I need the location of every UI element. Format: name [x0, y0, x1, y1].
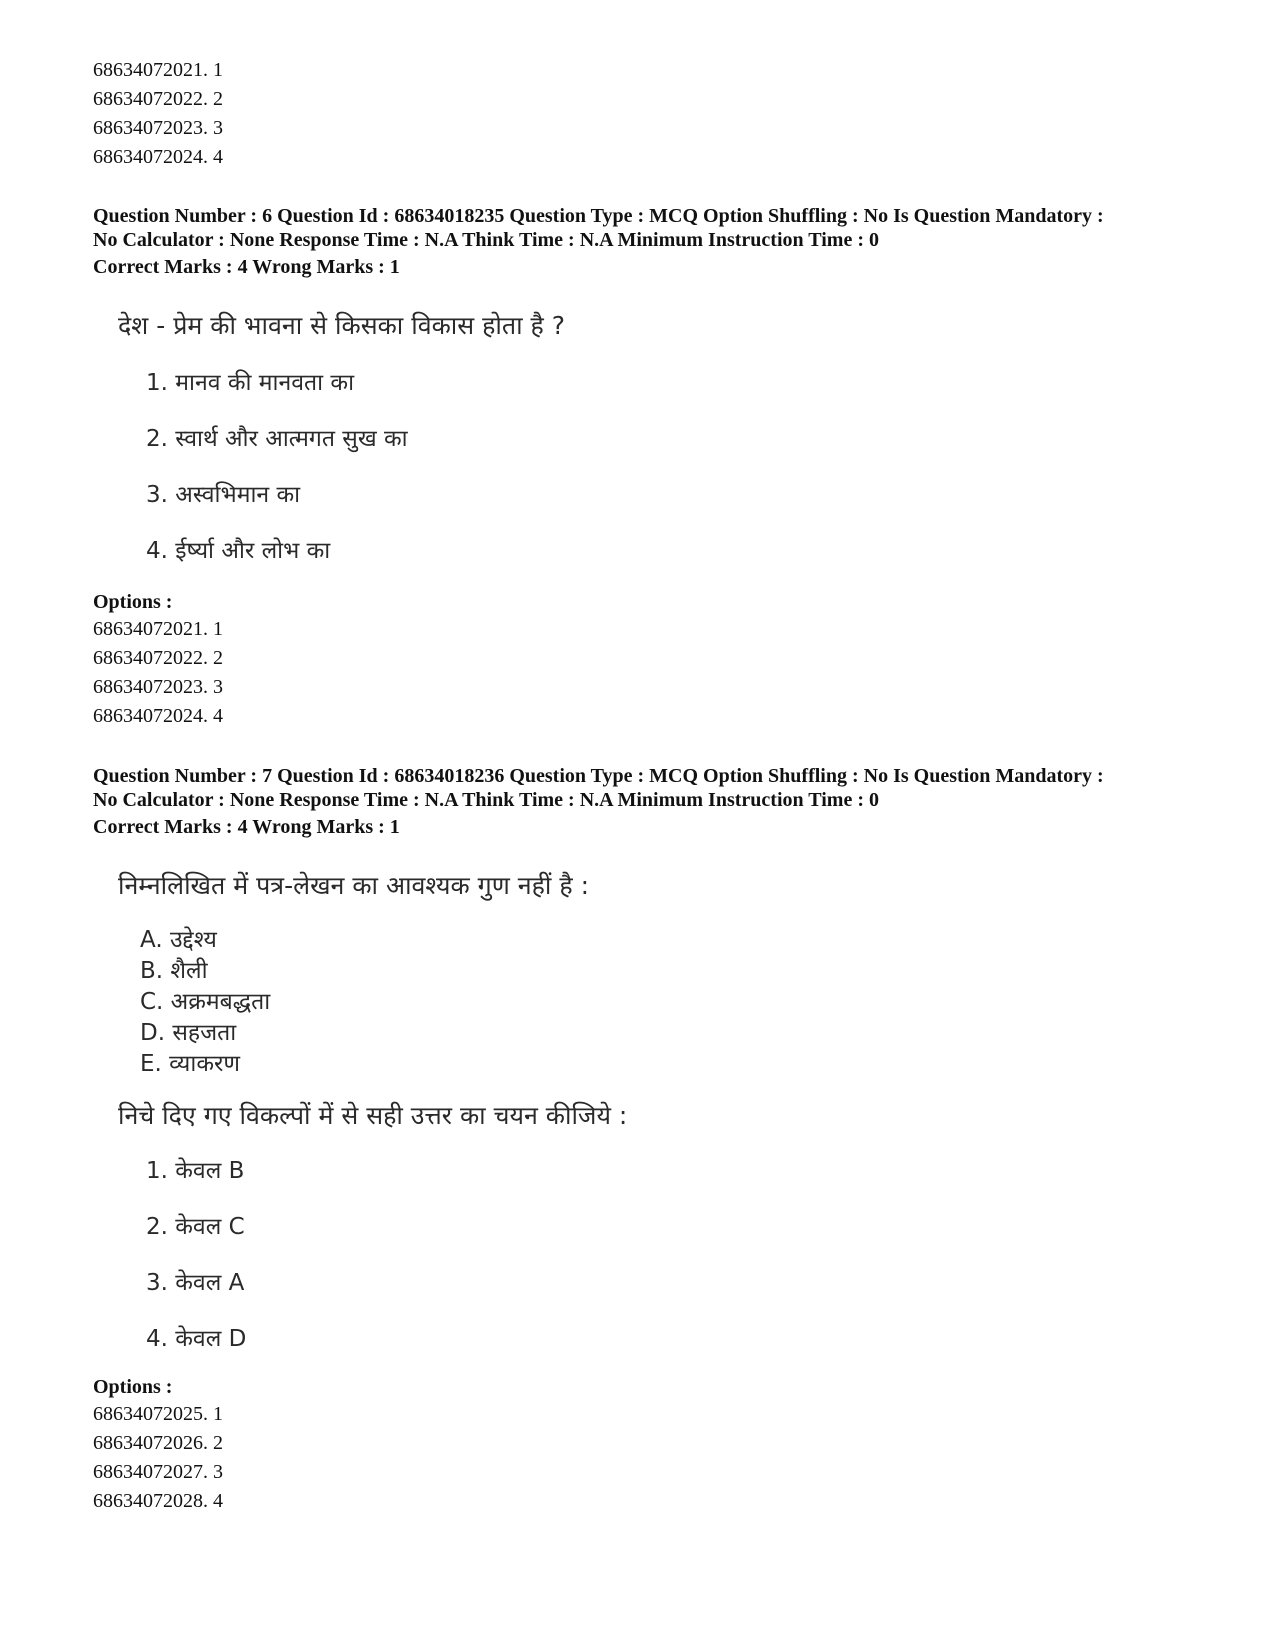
metadata-line: Question Number : 7 Question Id : 68634018236 Question Type : MCQ Option Shuffling : No Is Question Mandatory : — [93, 765, 1104, 787]
option-id: 68634072024. 4 — [93, 146, 223, 168]
option-id: 68634072023. 3 — [93, 117, 223, 139]
question-7-marks: Correct Marks : 4 Wrong Marks : 1 — [93, 816, 400, 838]
question-7-item: C. अक्रमबद्धता — [140, 989, 271, 1015]
option-id: 68634072025. 1 — [93, 1403, 223, 1425]
question-7-item: B. शैली — [140, 958, 208, 984]
previous-options-list — [93, 56, 223, 172]
question-7-metadata — [93, 764, 1213, 812]
question-6-choice: 2. स्वार्थ और आत्मगत सुख का — [146, 426, 408, 452]
question-7-choice: 1. केवल B — [146, 1158, 245, 1184]
question-7-item: A. उद्देश्य — [140, 927, 217, 953]
question-7-item: D. सहजता — [140, 1020, 237, 1046]
option-id: 68634072027. 3 — [93, 1461, 223, 1483]
option-id: 68634072021. 1 — [93, 618, 223, 640]
option-id: 68634072024. 4 — [93, 705, 223, 727]
option-id: 68634072022. 2 — [93, 647, 223, 669]
question-7-choice: 3. केवल A — [146, 1270, 245, 1296]
option-id: 68634072021. 1 — [93, 59, 223, 81]
option-id: 68634072022. 2 — [93, 88, 223, 110]
question-6-choice: 3. अस्वभिमान का — [146, 482, 301, 508]
question-6-choice: 4. ईर्ष्या और लोभ का — [146, 538, 331, 564]
question-6-choice: 1. मानव की मानवता का — [146, 370, 355, 396]
option-id: 68634072028. 4 — [93, 1490, 223, 1512]
question-6-options-list — [93, 615, 223, 731]
question-7-instruction: निचे दिए गए विकल्पों में से सही उत्तर का चयन कीजिये : — [118, 1101, 628, 1130]
question-7-options-list — [93, 1400, 223, 1516]
metadata-line: Question Number : 6 Question Id : 68634018235 Question Type : MCQ Option Shuffling : No Is Question Mandatory : — [93, 205, 1104, 227]
question-7-stem: निम्नलिखित में पत्र-लेखन का आवश्यक गुण नहीं है : — [118, 871, 589, 900]
question-7-options-label: Options : — [93, 1376, 173, 1398]
option-id: 68634072023. 3 — [93, 676, 223, 698]
metadata-line: No Calculator : None Response Time : N.A Think Time : N.A Minimum Instruction Time : 0 — [93, 229, 879, 251]
question-6-options-label: Options : — [93, 591, 173, 613]
question-7-item: E. व्याकरण — [140, 1051, 241, 1077]
metadata-line: No Calculator : None Response Time : N.A Think Time : N.A Minimum Instruction Time : 0 — [93, 789, 879, 811]
question-7-choice: 2. केवल C — [146, 1214, 245, 1240]
question-6-marks: Correct Marks : 4 Wrong Marks : 1 — [93, 256, 400, 278]
option-id: 68634072026. 2 — [93, 1432, 223, 1454]
question-6-metadata — [93, 204, 1213, 252]
question-6-stem: देश - प्रेम की भावना से किसका विकास होता है ? — [118, 311, 566, 340]
question-7-choice: 4. केवल D — [146, 1326, 247, 1352]
